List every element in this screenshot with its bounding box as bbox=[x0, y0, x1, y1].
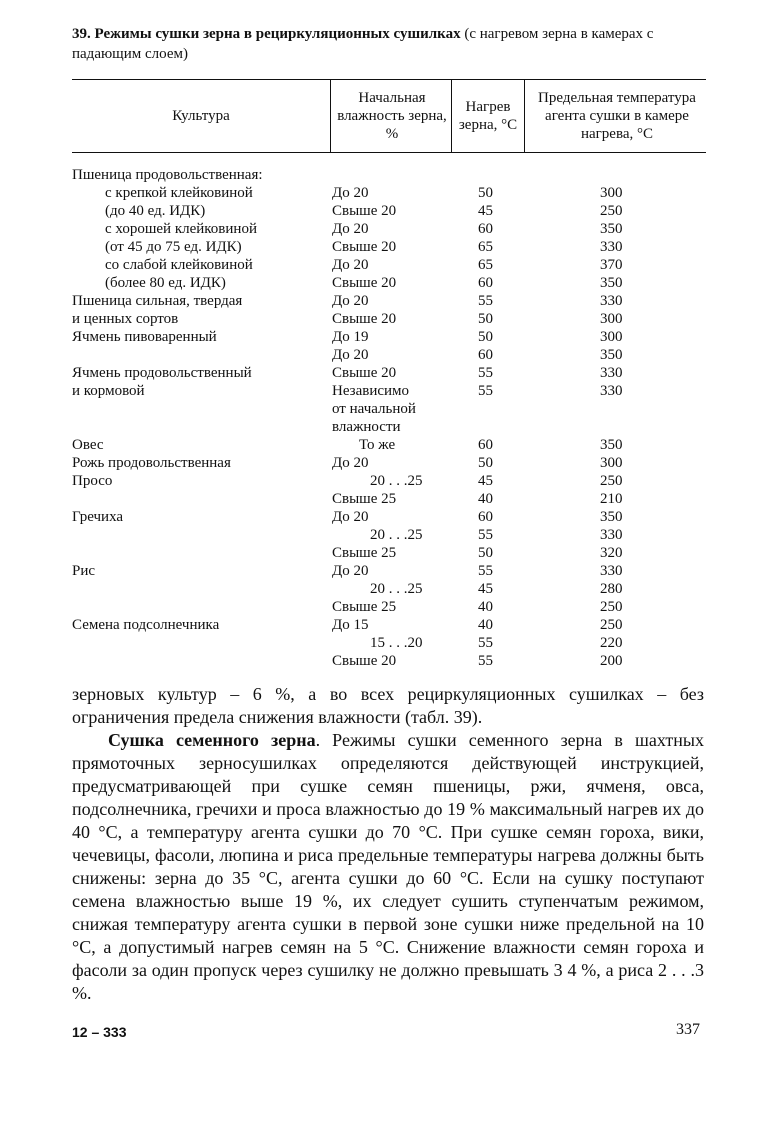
table-row bbox=[0, 652, 775, 670]
cell-humidity: 20 . . .25 bbox=[370, 527, 423, 543]
cell-crop: Ячмень пивоваренный bbox=[72, 329, 217, 345]
cell-agent-temp: 330 bbox=[600, 383, 623, 399]
cell-heat: 55 bbox=[478, 383, 493, 399]
cell-heat: 50 bbox=[478, 185, 493, 201]
table-column-divider bbox=[330, 79, 331, 152]
header-heat: Нагрев зерна, °С bbox=[458, 99, 518, 133]
cell-heat: 40 bbox=[478, 491, 493, 507]
table-row bbox=[0, 292, 775, 310]
cell-humidity: 15 . . .20 bbox=[370, 635, 423, 651]
cell-humidity: Свыше 20 bbox=[332, 311, 397, 327]
cell-heat: 55 bbox=[478, 293, 493, 309]
table-row bbox=[0, 490, 775, 508]
cell-heat: 60 bbox=[478, 509, 493, 525]
cell-agent-temp: 320 bbox=[600, 545, 623, 561]
table-row bbox=[0, 508, 775, 526]
cell-crop: с крепкой клейковиной bbox=[105, 185, 253, 201]
table-row bbox=[0, 580, 775, 598]
cell-humidity: Свыше 20 bbox=[332, 239, 397, 255]
cell-humidity: То же bbox=[359, 437, 396, 453]
cell-crop: и кормовой bbox=[72, 383, 145, 399]
cell-humidity: Свыше 20 bbox=[332, 653, 397, 669]
table-row bbox=[0, 382, 775, 400]
cell-humidity: Свыше 25 bbox=[332, 545, 397, 561]
cell-humidity: Свыше 25 bbox=[332, 599, 397, 615]
cell-heat: 40 bbox=[478, 599, 493, 615]
body-text bbox=[72, 683, 704, 1005]
cell-agent-temp: 250 bbox=[600, 473, 623, 489]
table-row bbox=[0, 202, 775, 220]
table-row bbox=[0, 526, 775, 544]
table-column-divider bbox=[451, 79, 452, 152]
cell-crop: (до 40 ед. ИДК) bbox=[105, 203, 206, 219]
cell-heat: 65 bbox=[478, 239, 493, 255]
cell-humidity: До 20 bbox=[332, 293, 369, 309]
cell-heat: 60 bbox=[478, 221, 493, 237]
section-heading: Сушка семенного зерна bbox=[108, 730, 316, 750]
cell-agent-temp: 300 bbox=[600, 185, 623, 201]
table-row bbox=[0, 544, 775, 562]
table-caption-title: 39. Режимы сушки зерна в рециркуляционных сушилках bbox=[72, 26, 461, 42]
header-agent-temp: Предельная температура агента сушки в камере нагрева, °С bbox=[538, 90, 696, 142]
cell-heat: 45 bbox=[478, 473, 493, 489]
cell-humidity: До 20 bbox=[332, 509, 369, 525]
cell-agent-temp: 350 bbox=[600, 347, 623, 363]
table-row bbox=[0, 418, 775, 436]
cell-agent-temp: 300 bbox=[600, 311, 623, 327]
cell-agent-temp: 220 bbox=[600, 635, 623, 651]
cell-crop: Пшеница сильная, твердая bbox=[72, 293, 243, 309]
cell-crop: (от 45 до 75 ед. ИДК) bbox=[105, 239, 242, 255]
table-row bbox=[0, 616, 775, 634]
table-row bbox=[0, 256, 775, 274]
cell-heat: 40 bbox=[478, 617, 493, 633]
cell-heat: 55 bbox=[478, 635, 493, 651]
cell-agent-temp: 250 bbox=[600, 617, 623, 633]
cell-humidity: До 20 bbox=[332, 257, 369, 273]
cell-agent-temp: 330 bbox=[600, 365, 623, 381]
table-row bbox=[0, 400, 775, 418]
table-row bbox=[0, 238, 775, 256]
cell-crop: и ценных сортов bbox=[72, 311, 179, 327]
cell-agent-temp: 330 bbox=[600, 527, 623, 543]
cell-agent-temp: 300 bbox=[600, 455, 623, 471]
cell-agent-temp: 280 bbox=[600, 581, 623, 597]
cell-humidity: До 20 bbox=[332, 185, 369, 201]
cell-heat: 55 bbox=[478, 365, 493, 381]
cell-agent-temp: 210 bbox=[600, 491, 623, 507]
cell-humidity: Свыше 25 bbox=[332, 491, 397, 507]
cell-humidity: от начальной bbox=[332, 401, 416, 417]
cell-heat: 45 bbox=[478, 203, 493, 219]
cell-heat: 50 bbox=[478, 545, 493, 561]
cell-humidity: Свыше 20 bbox=[332, 203, 397, 219]
cell-humidity: До 20 bbox=[332, 455, 369, 471]
table-row bbox=[0, 220, 775, 238]
cell-heat: 60 bbox=[478, 275, 493, 291]
cell-heat: 45 bbox=[478, 581, 493, 597]
cell-crop: Рожь продовольственная bbox=[72, 455, 231, 471]
cell-agent-temp: 330 bbox=[600, 293, 623, 309]
table-top-rule bbox=[72, 79, 706, 80]
cell-humidity: Свыше 20 bbox=[332, 275, 397, 291]
cell-crop: Рис bbox=[72, 563, 96, 579]
cell-agent-temp: 200 bbox=[600, 653, 623, 669]
cell-agent-temp: 330 bbox=[600, 563, 623, 579]
table-row bbox=[0, 472, 775, 490]
cell-heat: 55 bbox=[478, 653, 493, 669]
table-caption bbox=[72, 24, 712, 64]
table-row bbox=[0, 598, 775, 616]
paragraph bbox=[72, 729, 704, 1005]
table-row bbox=[0, 562, 775, 580]
table-header-rule bbox=[72, 152, 706, 153]
table-row bbox=[0, 166, 775, 184]
cell-humidity: До 15 bbox=[332, 617, 369, 633]
cell-heat: 65 bbox=[478, 257, 493, 273]
cell-agent-temp: 350 bbox=[600, 509, 623, 525]
cell-humidity: До 20 bbox=[332, 563, 369, 579]
cell-agent-temp: 350 bbox=[600, 437, 623, 453]
cell-agent-temp: 350 bbox=[600, 221, 623, 237]
cell-crop: Семена подсолнечника bbox=[72, 617, 220, 633]
cell-crop: с хорошей клейковиной bbox=[105, 221, 257, 237]
table-body bbox=[0, 166, 775, 670]
cell-humidity: До 20 bbox=[332, 221, 369, 237]
table-caption-note: (с нагревом зерна в камерах с падающим слоем) bbox=[72, 26, 654, 62]
cell-crop: (более 80 ед. ИДК) bbox=[105, 275, 226, 291]
cell-crop: со слабой клейковиной bbox=[105, 257, 253, 273]
cell-crop: Пшеница продовольственная: bbox=[72, 167, 263, 183]
table-row bbox=[0, 364, 775, 382]
cell-agent-temp: 350 bbox=[600, 275, 623, 291]
signature-mark: 12 – 333 bbox=[72, 1024, 127, 1040]
cell-humidity: влажности bbox=[332, 419, 401, 435]
cell-humidity: До 19 bbox=[332, 329, 369, 345]
cell-heat: 50 bbox=[478, 455, 493, 471]
table-row bbox=[0, 184, 775, 202]
cell-heat: 55 bbox=[478, 563, 493, 579]
cell-agent-temp: 330 bbox=[600, 239, 623, 255]
table-row bbox=[0, 454, 775, 472]
table-row bbox=[0, 634, 775, 652]
cell-heat: 50 bbox=[478, 329, 493, 345]
cell-agent-temp: 370 bbox=[600, 257, 623, 273]
cell-humidity: 20 . . .25 bbox=[370, 473, 423, 489]
cell-crop: Овес bbox=[72, 437, 104, 453]
cell-humidity: Независимо bbox=[332, 383, 410, 399]
header-crop: Культура bbox=[172, 108, 230, 124]
cell-crop: Гречиха bbox=[72, 509, 124, 525]
cell-agent-temp: 300 bbox=[600, 329, 623, 345]
table-row bbox=[0, 328, 775, 346]
cell-heat: 55 bbox=[478, 527, 493, 543]
table-column-divider bbox=[524, 79, 525, 152]
cell-agent-temp: 250 bbox=[600, 599, 623, 615]
cell-crop: Ячмень продовольственный bbox=[72, 365, 252, 381]
cell-humidity: 20 . . .25 bbox=[370, 581, 423, 597]
table-row bbox=[0, 310, 775, 328]
paragraph: зерновых культур – 6 %, а во всех рециркуляционных сушилках – без ограничения предела снижения влажности (табл. 39). bbox=[72, 684, 704, 727]
paragraph-text: . Режимы сушки семенного зерна в шахтных прямоточных зерносушилках определяются действующей инструкцией, предусматривающей при сушке семян пшеницы, ржи, ячменя, овса, подсолнечника, гречихи и проса влажностью до 19 % максимальный нагрев их до 40 °С, а температуру агента сушки до 70 °С. При сушке семян гороха, вики, чечевицы, фасоли, люпина и риса предельные температуры нагрева должны быть снижены: зерна до 35 °С, агента сушки до 60 °С. Если на сушку поступают семена влажностью выше 19 %, их следует сушить ступенчатым режимом, снижая температуру агента сушки в первой зоне сушки ниже предельной на 10 °С, а допустимый нагрев семян на 5 °С. Снижение влажности семян гороха и фасоли за один пропуск через сушилку не должно превышать 3 4 %, а риса 2 . . .3 %. bbox=[72, 730, 704, 1003]
table-row bbox=[0, 436, 775, 454]
cell-heat: 60 bbox=[478, 437, 493, 453]
table-row bbox=[0, 274, 775, 292]
header-humidity: Начальная влажность зерна, % bbox=[337, 90, 447, 142]
cell-humidity: До 20 bbox=[332, 347, 369, 363]
cell-heat: 60 bbox=[478, 347, 493, 363]
cell-agent-temp: 250 bbox=[600, 203, 623, 219]
cell-crop: Просо bbox=[72, 473, 113, 489]
table-row bbox=[0, 346, 775, 364]
page-number: 337 bbox=[676, 1021, 700, 1038]
cell-humidity: Свыше 20 bbox=[332, 365, 397, 381]
cell-heat: 50 bbox=[478, 311, 493, 327]
